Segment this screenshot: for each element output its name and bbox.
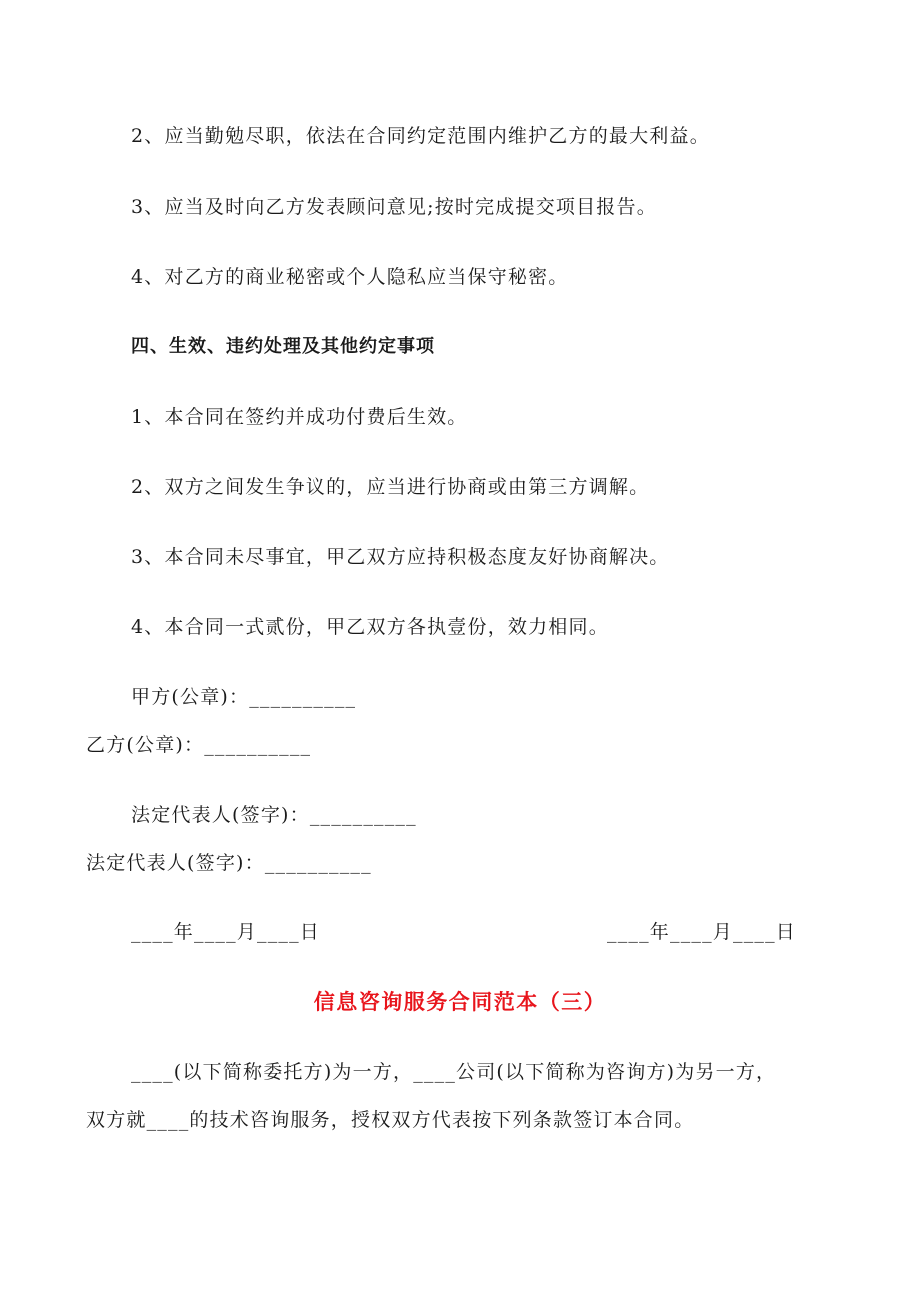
party-b-seal-line: 乙方(公章)：__________ bbox=[86, 734, 312, 756]
clause-text: 3、应当及时向乙方发表顾问意见;按时完成提交项目报告。 bbox=[131, 196, 657, 218]
section-heading: 四、生效、违约处理及其他约定事项 bbox=[131, 336, 435, 357]
clause-text: 1、本合同在签约并成功付费后生效。 bbox=[131, 406, 468, 428]
party-a-seal-line: 甲方(公章)：__________ bbox=[131, 686, 357, 708]
date-line-left: ____年____月____日 bbox=[131, 921, 321, 943]
clause-text: 4、本合同一式贰份，甲乙双方各执壹份，效力相同。 bbox=[131, 616, 609, 638]
rep-b-signature-line: 法定代表人(签字)：__________ bbox=[86, 852, 372, 874]
contract-title: 信息咨询服务合同范本（三） bbox=[313, 990, 607, 1014]
intro-text: 双方就____的技术咨询服务，授权双方代表按下列条款签订本合同。 bbox=[86, 1109, 695, 1131]
clause-text: 2、双方之间发生争议的，应当进行协商或由第三方调解。 bbox=[131, 476, 650, 498]
clause-text: 3、本合同未尽事宜，甲乙双方应持积极态度友好协商解决。 bbox=[131, 546, 670, 568]
intro-text: ____(以下简称委托方)为一方，____公司(以下简称为咨询方)为另一方， bbox=[131, 1061, 777, 1083]
clause-text: 2、应当勤勉尽职，依法在合同约定范围内维护乙方的最大利益。 bbox=[131, 125, 710, 147]
date-line-right: ____年____月____日 bbox=[607, 921, 797, 943]
clause-text: 4、对乙方的商业秘密或个人隐私应当保守秘密。 bbox=[131, 266, 569, 288]
rep-a-signature-line: 法定代表人(签字)：__________ bbox=[131, 804, 417, 826]
